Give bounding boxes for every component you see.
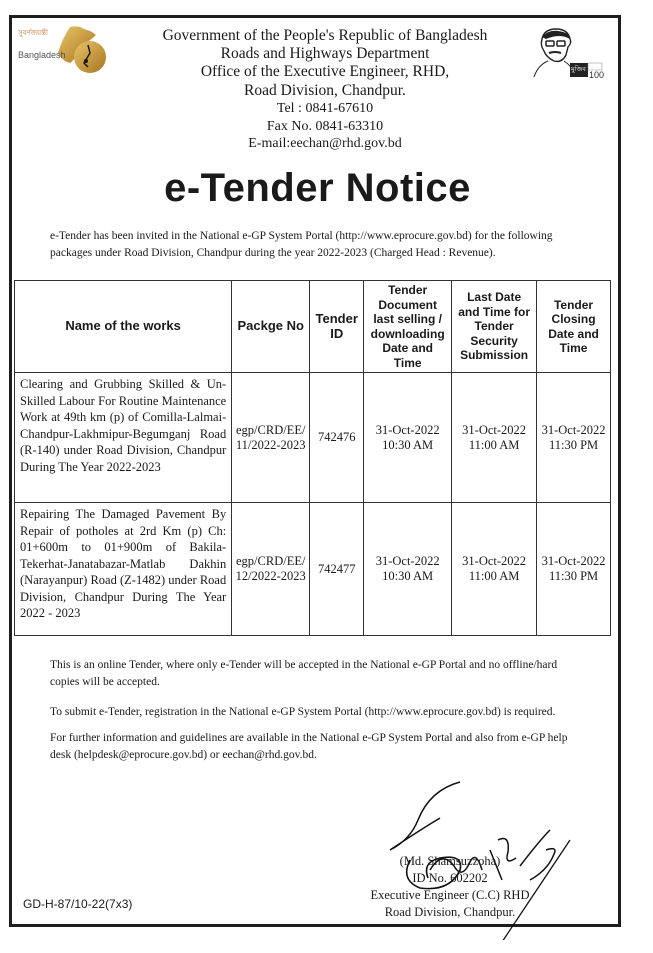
signer-name: (Md. Shamsuzzoha) xyxy=(399,854,501,868)
document-selling-datetime xyxy=(364,373,452,503)
document-selling-datetime xyxy=(364,503,452,636)
works-description: Clearing and Grubbing Skilled & Un-Skilled Labour For Routine Maintenance Work at 49th km (p) of Comilla-Lalmai-Chandpur-Lakhmipur-Begumganj Road (R-140) under Road Division, Chandpur During The Year 2022-2023 xyxy=(15,373,232,503)
note-registration: To submit e-Tender, registration in the National e-GP System Portal (http://www.eprocure.gov.bd) is required. xyxy=(50,706,556,718)
package-no-line2: 12/2022-2023 xyxy=(235,569,306,583)
header-name-of-works: Name of the works xyxy=(15,281,232,373)
page-title: e-Tender Notice xyxy=(164,166,471,210)
tender-id: 742476 xyxy=(310,373,364,503)
date: 31-Oct-2022 xyxy=(462,422,527,437)
date: 31-Oct-2022 xyxy=(375,422,440,437)
note-online-tender: This is an online Tender, where only e-Tender will be accepted in the National e-GP Portal and no offline/hard copies will be accepted. xyxy=(50,659,558,688)
header-line-office: Office of the Executive Engineer, RHD, xyxy=(200,63,450,80)
security-submission-datetime xyxy=(452,373,537,503)
publication-code: GD-H-87/10-22(7x3) xyxy=(23,897,133,911)
logo-caption: Bangladesh xyxy=(18,50,66,60)
date: 31-Oct-2022 xyxy=(462,554,527,568)
closing-datetime xyxy=(537,373,611,503)
tender-table xyxy=(14,280,611,636)
header-closing-date: Tender Closing Date and Time xyxy=(537,281,611,373)
package-no xyxy=(232,503,310,636)
table-header-row xyxy=(15,281,611,373)
bangladesh-50-logo xyxy=(18,23,118,75)
table-row xyxy=(15,503,611,636)
time: 11:30 PM xyxy=(548,437,599,452)
header-fax: Fax No. 0841-63310 xyxy=(266,119,384,134)
time: 11:30 PM xyxy=(548,569,599,583)
time: 10:30 AM xyxy=(382,437,434,452)
date: 31-Oct-2022 xyxy=(541,554,606,568)
header-line-government: Government of the People's Republic of Bangladesh xyxy=(162,27,488,44)
header-package-no: Packge No xyxy=(232,281,310,373)
header-line-division: Road Division, Chandpur. xyxy=(244,82,406,99)
header-document-selling-date: Tender Document last selling / downloading Date and Time xyxy=(364,281,452,373)
package-no-line1: egp/CRD/EE/ xyxy=(236,422,306,437)
time: 10:30 AM xyxy=(382,569,434,583)
security-submission-datetime xyxy=(452,503,537,636)
signer-designation: Executive Engineer (C.C) RHD xyxy=(370,888,530,902)
logo-bengali-text: সুবর্ণজয়ন্তী xyxy=(18,29,48,37)
mujib-number: 100 xyxy=(589,70,605,80)
package-no xyxy=(232,373,310,503)
time: 11:00 AM xyxy=(468,569,520,583)
package-no-line2: 11/2022-2023 xyxy=(235,437,306,452)
header-line-department: Roads and Highways Department xyxy=(220,45,430,62)
date: 31-Oct-2022 xyxy=(541,422,606,437)
note-further-information: For further information and guidelines are available in the National e-GP System Portal and also from e-GP help desk (helpdesk@eprocure.gov.bd) or eechan@rhd.gov.bd. xyxy=(50,732,568,761)
package-no-line1: egp/CRD/EE/ xyxy=(236,554,306,568)
intro-paragraph: e-Tender has been invited in the National e-GP System Portal (http://www.eprocure.gov.bd) for the following packages under Road Division, Chandpur during the year 2022-2023 (Charged Head : Revenue). xyxy=(50,230,553,259)
time: 11:00 AM xyxy=(468,437,520,452)
works-description: Repairing The Damaged Pavement By Repair of potholes at 2rd Km (p) Ch: 01+600m to 01+900m of Bakila-Tekerhat-Janatabazar-Matlab Dakhin (Narayanpur) Road (Z-1482) under Road Division, Chandpur During The Year 2022 - 2023 xyxy=(15,503,232,636)
table-row xyxy=(15,373,611,503)
signer-id: ID No. 602202 xyxy=(412,871,488,885)
header-telephone: Tel : 0841-67610 xyxy=(276,101,374,116)
header-security-submission-date: Last Date and Time for Tender Security Submission xyxy=(452,281,537,373)
closing-datetime xyxy=(537,503,611,636)
tender-id: 742477 xyxy=(310,503,364,636)
header-tender-id: Tender ID xyxy=(310,281,364,373)
header-email: E-mail:eechan@rhd.gov.bd xyxy=(248,136,402,151)
mujib-bengali-text: মুজিব বর্ষ xyxy=(571,65,596,73)
date: 31-Oct-2022 xyxy=(375,554,440,568)
signer-office: Road Division, Chandpur. xyxy=(384,905,516,919)
